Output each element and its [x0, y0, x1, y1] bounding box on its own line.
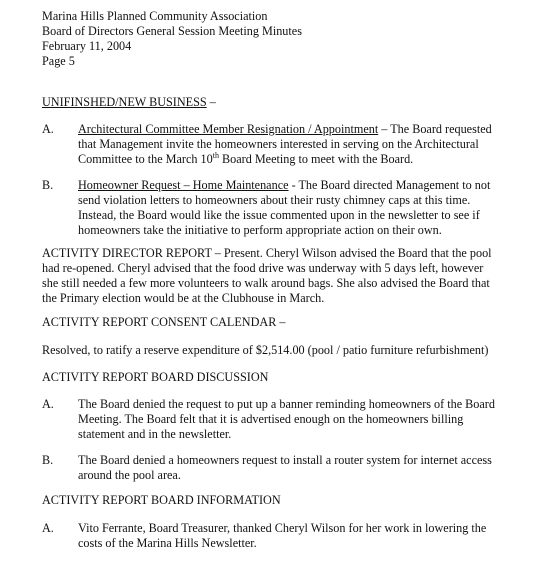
- association-name: Marina Hills Planned Community Association: [42, 9, 268, 23]
- item-line: statement and in the newsletter.: [78, 427, 232, 441]
- unfinished-business-heading-dash: –: [206, 95, 216, 109]
- item-text: Board Meeting to meet with the Board.: [218, 152, 414, 166]
- document-header: [42, 9, 302, 69]
- board-discussion-heading: ACTIVITY REPORT BOARD DISCUSSION: [42, 370, 269, 384]
- item-text: Committee to the March 10: [78, 152, 213, 166]
- report-line: ACTIVITY DIRECTOR REPORT – Present. Cheryl Wilson advised the Board that the pool: [42, 246, 492, 260]
- item-line: send violation letters to homeowners about their rusty chimney caps at this time.: [78, 193, 471, 207]
- item-line: costs of the Marina Hills Newsletter.: [78, 536, 257, 550]
- report-line: the Primary election would be at the Clubhouse in March.: [42, 291, 325, 305]
- item-body: [78, 453, 518, 483]
- unfinished-business-heading-text: UNIFINSHED/NEW BUSINESS: [42, 95, 207, 109]
- item-body: [78, 521, 518, 551]
- item-line: The Board denied a homeowners request to install a router system for internet access: [78, 453, 492, 467]
- item-text: – The Board requested: [378, 122, 492, 136]
- unfinished-business-heading: [42, 95, 216, 110]
- item-line: around the pool area.: [78, 468, 181, 482]
- item-body: [78, 178, 518, 238]
- report-line: she still needed a few more volunteers to walk around bags. She also advised the Board that: [42, 276, 490, 290]
- item-line: Meeting. The Board felt that it is advertised enough on the homeowners billing: [78, 412, 464, 426]
- item-letter: B.: [42, 178, 54, 192]
- board-information-heading: ACTIVITY REPORT BOARD INFORMATION: [42, 493, 281, 507]
- item-line: Vito Ferrante, Board Treasurer, thanked Cheryl Wilson for her work in lowering the: [78, 521, 487, 535]
- item-line: [78, 122, 518, 137]
- item-line: Instead, the Board would like the issue commented upon in the newsletter to see if: [78, 208, 480, 222]
- item-line: homeowners take the initiative to perform appropriate action on their own.: [78, 223, 442, 237]
- ordinal-suffix: th: [212, 150, 219, 160]
- item-line: [78, 152, 518, 167]
- item-text: - The Board directed Management to not: [288, 178, 491, 192]
- item-letter: B.: [42, 453, 54, 467]
- item-title: Homeowner Request – Home Maintenance: [78, 178, 289, 192]
- item-body: [78, 122, 518, 167]
- consent-calendar-heading: ACTIVITY REPORT CONSENT CALENDAR –: [42, 315, 286, 329]
- meeting-date: February 11, 2004: [42, 39, 132, 53]
- item-letter: A.: [42, 122, 54, 136]
- item-body: [78, 397, 518, 442]
- minutes-title: Board of Directors General Session Meeting Minutes: [42, 24, 302, 38]
- activity-director-report: [42, 246, 522, 306]
- consent-calendar-resolution: Resolved, to ratify a reserve expenditure of $2,514.00 (pool / patio furniture refurbishment): [42, 343, 489, 357]
- page-number: Page 5: [42, 54, 75, 68]
- report-line: had re-opened. Cheryl advised that the food drive was underway with 5 days left, however: [42, 261, 484, 275]
- item-letter: A.: [42, 397, 54, 411]
- item-line: [78, 178, 518, 193]
- item-letter: A.: [42, 521, 54, 535]
- item-line: that Management invite the homeowners interested in serving on the Architectural: [78, 137, 479, 151]
- item-line: The Board denied the request to put up a banner reminding homeowners of the Board: [78, 397, 495, 411]
- item-title: Architectural Committee Member Resignation / Appointment: [78, 122, 379, 136]
